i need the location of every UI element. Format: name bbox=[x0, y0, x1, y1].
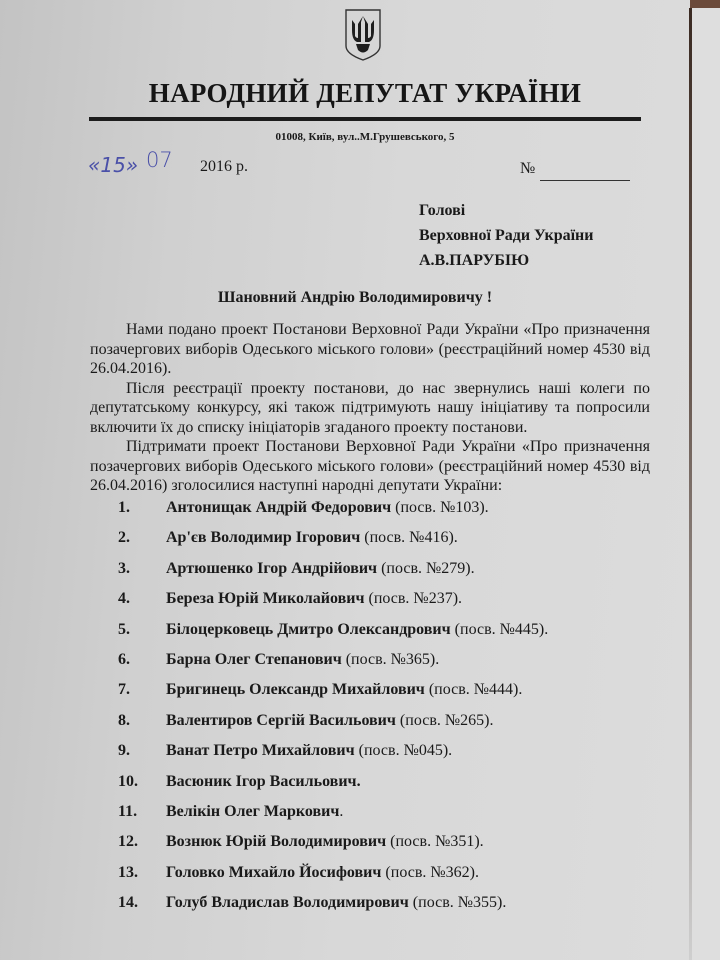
item-number: 9. bbox=[118, 742, 130, 760]
deputy-name: Велікін Олег Маркович bbox=[166, 802, 340, 820]
letter-body bbox=[90, 320, 650, 496]
letterhead-divider bbox=[89, 117, 641, 121]
deputy-name: Антонищак Андрій Федорович bbox=[166, 499, 392, 516]
list-item bbox=[118, 681, 548, 711]
item-number: 13. bbox=[118, 863, 138, 881]
document-number-blank bbox=[540, 180, 630, 181]
item-number: 8. bbox=[118, 711, 130, 729]
paragraph: Підтримати проект Постанови Верховної Ради України «Про призначення позачергових виборів Одеського міського голови» (реєстраційний номер 4530 від 26.04.2016) зголосилися наступні народні депутати України: bbox=[90, 438, 650, 494]
deputy-name: Ар'єв Володимир Ігорович bbox=[166, 529, 361, 547]
deputy-name: Бригинець Олександр Михайлович bbox=[166, 681, 425, 699]
deputy-name: Береза Юрій Миколайович bbox=[166, 590, 365, 608]
list-item bbox=[118, 833, 548, 863]
certificate-number: (посв. №365). bbox=[345, 650, 440, 668]
addressee-line: Верховної Ради України bbox=[419, 227, 594, 244]
certificate-number: (посв. №103). bbox=[395, 499, 489, 516]
certificate-number: (посв. №444). bbox=[428, 681, 523, 699]
certificate-number: (посв. №355). bbox=[412, 894, 507, 912]
paragraph: Після реєстрації проекту постанови, до нас звернулись наші колеги по депутатському конкурсу, які також підтримують нашу ініціативу та попросили включити їх до списку ініціаторів згаданого проекту постанови. bbox=[90, 379, 650, 436]
item-number: 2. bbox=[118, 529, 130, 547]
paragraph: Нами подано проект Постанови Верховної Ради України «Про призначення позачергових виборів Одеського міського голови» (реєстраційний номер 4530 від 26.04.2016). bbox=[90, 321, 650, 377]
list-item bbox=[118, 894, 548, 924]
list-item bbox=[118, 590, 548, 620]
date-year: 2016 р. bbox=[200, 158, 248, 175]
deputy-name: Валентиров Сергій Васильович bbox=[166, 711, 396, 729]
item-number: 10. bbox=[118, 772, 138, 790]
list-item bbox=[118, 621, 548, 651]
certificate-number: (посв. №445). bbox=[454, 620, 549, 638]
document-number-label: № bbox=[520, 160, 536, 177]
list-item bbox=[118, 560, 548, 590]
deputy-name: Ванат Петро Михайлович bbox=[166, 742, 355, 760]
deputy-name: Артюшенко Ігор Андрійович bbox=[166, 559, 378, 577]
adjacent-sheet bbox=[692, 8, 720, 960]
certificate-number: (посв. №362). bbox=[385, 863, 479, 881]
list-item bbox=[118, 773, 548, 803]
addressee-line: А.В.ПАРУБІЮ bbox=[419, 252, 530, 269]
deputy-name: Барна Олег Степанович bbox=[166, 650, 342, 668]
certificate-number: . bbox=[339, 802, 344, 820]
addressee-block bbox=[419, 198, 593, 273]
list-item bbox=[118, 712, 548, 742]
item-number: 14. bbox=[118, 894, 138, 912]
deputy-name: Вознюк Юрій Володимирович bbox=[166, 833, 387, 851]
tryzub-coat-of-arms-icon bbox=[344, 8, 382, 62]
list-item bbox=[118, 651, 548, 681]
list-item bbox=[118, 864, 548, 894]
certificate-number: (посв. №265). bbox=[399, 711, 494, 729]
handwritten-day: «15» bbox=[88, 153, 139, 177]
item-number: 5. bbox=[118, 620, 130, 638]
letterhead-title: НАРОДНИЙ ДЕПУТАТ УКРАЇНИ bbox=[148, 78, 582, 108]
item-number: 6. bbox=[118, 650, 130, 668]
certificate-number: (посв. №045). bbox=[358, 742, 453, 760]
item-number: 4. bbox=[118, 590, 130, 608]
list-item bbox=[118, 529, 548, 559]
addressee-line: Голові bbox=[419, 202, 466, 219]
certificate-number: (посв. №416). bbox=[364, 529, 458, 547]
list-item bbox=[118, 499, 548, 529]
letterhead-address: 01008, Київ, вул..М.Грушевського, 5 bbox=[275, 131, 455, 143]
list-item bbox=[118, 742, 548, 772]
deputy-name: Білоцерковець Дмитро Олександрович bbox=[166, 620, 451, 638]
deputies-list bbox=[118, 499, 548, 924]
table-edge bbox=[690, 0, 720, 8]
certificate-number: (посв. №351). bbox=[390, 833, 484, 851]
certificate-number: (посв. №237). bbox=[368, 590, 463, 608]
handwritten-month: 07 bbox=[146, 148, 173, 172]
deputy-name: Головко Михайло Йосифович bbox=[166, 863, 382, 881]
item-number: 3. bbox=[118, 559, 130, 577]
salutation: Шановний Андрію Володимировичу ! bbox=[217, 289, 493, 306]
item-number: 11. bbox=[118, 802, 138, 820]
deputy-name: Голуб Владислав Володимирович bbox=[166, 894, 409, 912]
certificate-number: (посв. №279). bbox=[381, 559, 475, 577]
deputy-name: Васюник Ігор Васильович. bbox=[166, 772, 361, 790]
item-number: 1. bbox=[118, 499, 130, 516]
list-item bbox=[118, 803, 548, 833]
item-number: 7. bbox=[118, 681, 130, 699]
item-number: 12. bbox=[118, 833, 138, 851]
